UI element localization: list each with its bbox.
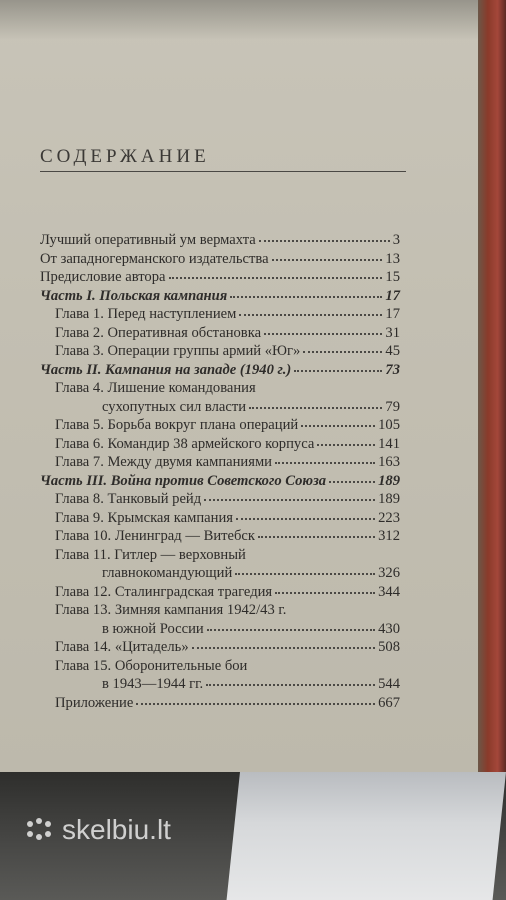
toc-entry-title: главнокомандующий <box>102 565 233 581</box>
toc-entry <box>40 491 400 510</box>
toc-entry-page: 189 <box>378 491 400 507</box>
toc-entry-page: 105 <box>378 417 400 433</box>
toc-entry-page: 31 <box>385 324 400 341</box>
toc-entry-title: Глава 10. Ленинград — Витебск <box>55 528 255 544</box>
watermark <box>24 814 171 846</box>
toc-entry <box>40 269 400 288</box>
toc-entry-page: 326 <box>378 565 400 581</box>
dot-leader <box>317 444 375 446</box>
toc-entry <box>40 436 400 455</box>
toc-entry <box>40 528 400 547</box>
book-cover-edge <box>478 0 506 772</box>
dot-leader <box>230 296 382 298</box>
toc-entry-page: 17 <box>385 287 400 304</box>
dot-leader <box>258 536 375 538</box>
toc-entry <box>40 380 400 399</box>
toc-entry <box>40 343 400 362</box>
toc-entry <box>40 621 400 640</box>
toc-entry-page: 667 <box>378 694 400 711</box>
toc-entry-title: в 1943—1944 гг. <box>102 676 204 692</box>
dot-leader <box>272 259 383 261</box>
toc-entry-title: Глава 11. Гитлер — верховный <box>55 546 246 563</box>
dot-leader <box>204 499 375 501</box>
toc-entry-page: 79 <box>385 398 400 415</box>
watermark-text: skelbiu.lt <box>62 814 171 845</box>
dot-leader <box>235 573 375 575</box>
dot-leader <box>239 314 382 316</box>
toc-entry-title: Глава 2. Оперативная обстановка <box>55 324 262 341</box>
toc-entry-title: От западногерманского издательства <box>40 250 269 267</box>
toc-entry <box>40 399 400 418</box>
toc-entry-page: 430 <box>378 620 400 637</box>
toc-entry-title: Глава 9. Крымская кампания <box>55 509 233 526</box>
toc-entry <box>40 510 400 529</box>
toc-part-entry <box>40 288 400 307</box>
dot-leader <box>329 481 375 483</box>
toc-entry <box>40 232 400 251</box>
toc-part-entry <box>40 362 400 381</box>
toc-entry-page: 223 <box>378 509 400 526</box>
dot-leader <box>259 240 390 242</box>
dot-leader <box>275 462 375 464</box>
toc-entry <box>40 695 400 714</box>
toc-entry-page: 544 <box>378 676 400 692</box>
toc-entry-page: 344 <box>378 583 400 600</box>
toc-entry-title: Глава 8. Танковый рейд <box>55 491 202 507</box>
dot-leader <box>236 518 375 520</box>
toc-entry-title: Глава 13. Зимняя кампания 1942/43 г. <box>55 602 287 618</box>
toc-entry-page: 13 <box>385 250 400 267</box>
toc-entry-page: 73 <box>385 361 400 378</box>
page-shadow <box>0 0 478 40</box>
toc-entry-page: 3 <box>392 232 400 248</box>
dot-leader <box>294 370 382 372</box>
page-title: СОДЕРЖАНИЕ <box>40 146 210 167</box>
toc-entry-title: Глава 1. Перед наступлением <box>55 306 237 322</box>
toc-entry-title: Глава 5. Борьба вокруг плана операций <box>55 417 299 433</box>
toc-entry-page: 312 <box>378 528 400 544</box>
dot-leader <box>275 592 375 594</box>
toc-entry-page: 141 <box>378 435 400 452</box>
dot-leader <box>206 684 375 686</box>
toc-entry-title: Предисловие автора <box>40 269 166 285</box>
toc-entry-title: Глава 15. Оборонительные бои <box>55 657 248 674</box>
toc-entry <box>40 251 400 270</box>
dot-leader <box>264 333 382 335</box>
toc-entry-title: Лучший оперативный ум вермахта <box>40 232 256 248</box>
toc-entry <box>40 325 400 344</box>
dot-leader <box>301 425 375 427</box>
toc-entry-page: 17 <box>385 306 400 322</box>
toc-entry-title: Приложение <box>55 694 134 711</box>
toc-entry <box>40 639 400 658</box>
toc-entry <box>40 565 400 584</box>
dot-leader <box>136 703 375 705</box>
toc-entry-page: 508 <box>378 639 400 655</box>
toc-entry-title: Глава 6. Командир 38 армейского корпуса <box>55 435 315 452</box>
toc-entry <box>40 306 400 325</box>
toc-entry <box>40 547 400 566</box>
toc-entry-page: 189 <box>378 472 400 489</box>
toc-entry-title: Глава 7. Между двумя кампаниями <box>55 454 272 470</box>
toc-entry-title: Глава 14. «Цитадель» <box>55 639 189 655</box>
toc-entry-title: Часть I. Польская кампания <box>40 287 228 304</box>
toc-entry-page: 163 <box>378 454 400 470</box>
toc-entry-title: Глава 3. Операции группы армий «Юг» <box>55 343 301 359</box>
dot-leader <box>169 277 383 279</box>
dot-leader <box>303 351 382 353</box>
toc-entry-title: в южной России <box>102 620 204 637</box>
toc-entry-title: Часть II. Кампания на западе (1940 г.) <box>40 361 292 378</box>
toc-entry-title: Часть III. Война против Советского Союза <box>40 472 327 489</box>
toc-entry-page: 15 <box>385 269 400 285</box>
toc-entry-title: Глава 12. Сталинградская трагедия <box>55 583 273 600</box>
toc-entry <box>40 658 400 677</box>
toc-entry <box>40 417 400 436</box>
toc-entry-page: 45 <box>385 343 400 359</box>
toc-entry <box>40 454 400 473</box>
background-light-surface <box>227 772 506 900</box>
dot-leader <box>249 407 382 409</box>
toc-entry <box>40 676 400 695</box>
dot-leader <box>207 629 375 631</box>
toc-part-entry <box>40 473 400 492</box>
toc-entry-title: сухопутных сил власти <box>102 398 247 415</box>
dots-logo-icon <box>24 815 54 845</box>
toc-entry-title: Глава 4. Лишение командования <box>55 380 256 396</box>
table-of-contents <box>40 232 400 713</box>
dot-leader <box>192 647 375 649</box>
toc-entry <box>40 602 400 621</box>
title-underline <box>40 171 406 172</box>
toc-entry <box>40 584 400 603</box>
